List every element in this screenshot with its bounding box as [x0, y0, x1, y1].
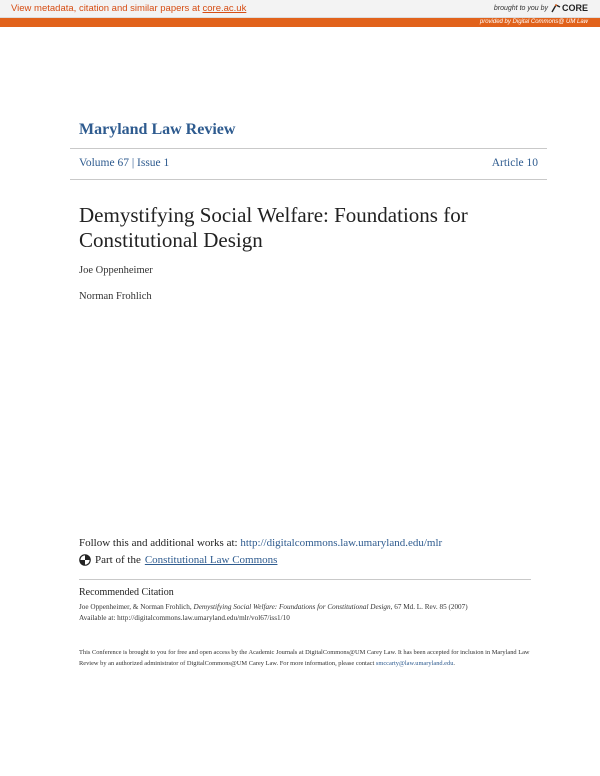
collection-link[interactable]: http://digitalcommons.law.umaryland.edu/mlr	[240, 537, 443, 549]
core-logo-text: CORE	[561, 3, 588, 13]
core-logo[interactable]	[551, 3, 588, 13]
metadata-notice	[11, 3, 246, 14]
brought-by-text: brought to you by	[493, 4, 548, 12]
part-of	[79, 554, 277, 566]
contact-email-link[interactable]: smccarty@law.umaryland.edu	[375, 660, 454, 667]
divider	[70, 148, 547, 149]
issue-link[interactable]: Issue 1	[137, 157, 170, 169]
brought-by	[494, 3, 588, 13]
volume-link[interactable]: Volume 67	[79, 157, 129, 169]
metadata-text: View metadata, citation and similar papers at	[11, 3, 203, 14]
notice-text: This Conference is brought to you for free and open access by the Academic Journals at DigitalCommons@UM Carey Law. It has been accepted for inclusion in Maryland Law Review by an authorized administrator of DigitalCommons@UM Carey Law. For more information, please contact	[79, 649, 530, 667]
citation-available[interactable]: Available at: http://digitalcommons.law.umaryland.edu/mlr/vol67/iss1/10	[79, 614, 290, 622]
constitutional-law-commons-link[interactable]: Constitutional Law Commons	[144, 554, 278, 566]
volume-issue	[79, 157, 169, 169]
article-number[interactable]: Article 10	[491, 157, 538, 169]
recommended-citation-heading: Recommended Citation	[79, 587, 174, 598]
journal-title[interactable]: Maryland Law Review	[79, 121, 236, 138]
commons-network-icon	[79, 554, 91, 566]
core-banner	[0, 0, 600, 18]
author-name: Norman Frohlich	[79, 291, 152, 302]
volume-separator: |	[131, 157, 135, 169]
provider-bar	[0, 18, 600, 27]
follow-works	[79, 537, 442, 549]
notice-end: .	[453, 660, 456, 667]
citation-authors: Joe Oppenheimer, & Norman Frohlich,	[79, 603, 194, 611]
access-notice	[79, 647, 534, 669]
divider	[70, 179, 547, 180]
author-name: Joe Oppenheimer	[79, 265, 153, 276]
citation-text	[79, 602, 539, 624]
citation-title: Demystifying Social Welfare: Foundations for Constitutional Design	[193, 603, 391, 611]
article-title: Demystifying Social Welfare: Foundations for Constitutional Design	[79, 203, 468, 252]
part-of-label: Part of the	[95, 554, 141, 566]
follow-label: Follow this and additional works at:	[79, 537, 241, 549]
provided-by-text: provided by Digital Commons@ UM Law	[479, 19, 588, 25]
citation-reference: , 67 Md. L. Rev. 85 (2007)	[390, 603, 468, 611]
core-logo-icon	[551, 4, 561, 13]
divider	[79, 579, 531, 580]
core-link[interactable]: core.ac.uk	[202, 3, 247, 14]
